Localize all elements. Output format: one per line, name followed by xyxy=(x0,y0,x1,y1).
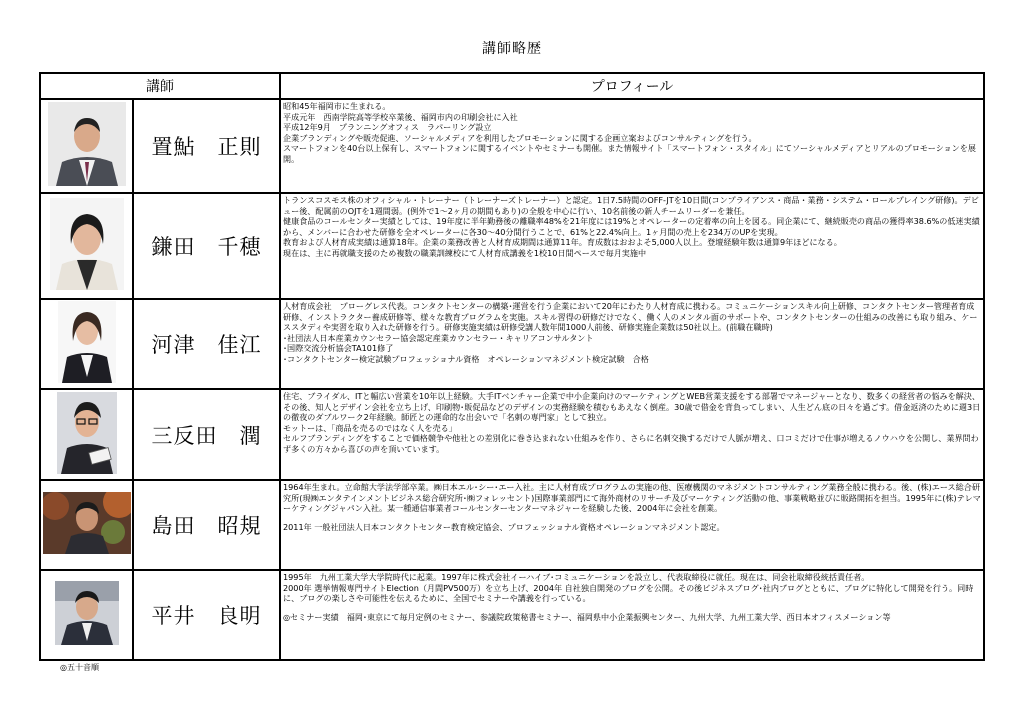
profile-line: 企業ブランディングや販売促進、ソーシャルメディアを利用したプロモーションに関する企画立案およびコンサルティングを行う。 xyxy=(283,132,757,143)
profile-line: 教育および人材育成実績は通算18年。企業の業務改善と人材育成期間は通算11年。育成数はおおよそ5,000人以上。登壇経験年数は通算9年ほどになる。 xyxy=(283,237,842,248)
portrait-photo xyxy=(50,198,124,290)
profile-text xyxy=(280,570,984,660)
header-row xyxy=(40,73,984,99)
instructor-name: 島田 昭規 xyxy=(133,480,280,570)
page-title: 講師略歴 xyxy=(482,41,542,57)
table-row xyxy=(40,570,984,660)
photo-cell xyxy=(40,193,133,299)
header-profile: プロフィール xyxy=(280,73,984,99)
profile-line: 2000年 選挙情報専門サイトElection（月間PV500万）を立ち上げ、2004年 自社独自開発のブログを公開。その後ビジネスブログ･社内ブログとともに、ブログに特化して開発を行う。同時に、ブログの楽しさや可能性を伝えるために、全国でセミナーや講義を行っている。 xyxy=(283,582,974,604)
profile-line: 昭和45年福岡市に生まれる。 xyxy=(283,101,391,111)
profile-line: 1964年生まれ。立命館大学法学部卒業。㈱日本エル･シー･エー入社。主に人材育成プログラムの実施の他、医療機関のマネジメントコンサルティング業務全般に携わる。後、(株)エース総合研究所(現㈱エンタテインメントビジネス総合研究所･㈱フォレッセント)国際事業部門にて海外商材のリサーチ及びマーケティング活動の他、事業戦略並びに販路開拓を担当。1995年に(株)テレマーケティングジャパン入社。某一種通信事業者コールセンターセンターマネジャーを経験した後、2004年に会社を創業。 xyxy=(283,482,981,514)
table-row xyxy=(40,389,984,480)
profile-line: ◎セミナー実績 福岡･東京にて毎月定例のセミナー、参議院政策秘書セミナー、福岡県中小企業振興センター、九州大学、九州工業大学、西日本オフィスメーション等 xyxy=(283,611,891,622)
profile-line: 人材育成会社 プローグレス代表。コンタクトセンターの構築･運営を行う企業において20年にわたり人材育成に携わる。コミュニケーションスキル向上研修、コンタクトセンター管理者育成研修、インストラクター養成研修等、様々な教育プログラムを実施。スキル習得の研修だけでなく、働く人のメンタル面のサポートや、コンタクトセンターの仕組みの改善にも取り組み、ケーススタディや実習を取り入れた研修を行う。研修実施実績は研修受講人数年間1000人前後、研修実施企業数は50社以上。(前職在職時) xyxy=(283,301,978,333)
table-row xyxy=(40,99,984,193)
profile-line: モットーは、「商品を売るのではなく人を売る」 xyxy=(283,422,457,433)
profile-line: ･国際交流分析協会TA101修了 xyxy=(283,343,394,354)
instructor-name: 河津 佳江 xyxy=(133,299,280,389)
profile-line: ･コンタクトセンター検定試験プロフェッショナル資格 オペレーションマネジメント検定試験 合格 xyxy=(283,353,649,364)
table-row xyxy=(40,480,984,570)
profile-line: 1995年 九州工業大学大学院時代に起業。1997年に株式会社イーハイブ･コミュニケーションを設立し、代表取締役に就任。現在は、同会社取締役統括責任者。 xyxy=(283,572,870,582)
instructor-name: 置鮎 正則 xyxy=(133,99,280,193)
portrait-photo xyxy=(58,301,116,383)
profile-line: 2011年 一般社団法人日本コンタクトセンター教育検定協会、プロフェッショナル資格オペレーションマネジメント認定。 xyxy=(283,521,725,532)
photo-cell xyxy=(40,480,133,570)
photo-cell xyxy=(40,570,133,660)
portrait-photo xyxy=(57,392,117,474)
profile-line: 住宅、ブライダル、ITと幅広い営業を10年以上経験。大手ITベンチャー企業で中小企業向けのマーケティングとWEB営業支援をする部署でマネージャーとなり、数多くの経営者の悩みを解決、その後、知人とデザイン会社を立ち上げ、印刷物･販促品などのデザインの実務経験を積むもあえなく倒産。30歳で借金を背負ってしまい、人生どん底の日々を過ごす。借金返済のために週3日の徹夜のダブルワーク2年経験。師匠との運命的な出会いで「名刺の専門家」として独立。 xyxy=(283,391,981,423)
photo-cell xyxy=(40,389,133,480)
profile-text xyxy=(280,99,984,193)
instructor-name: 鎌田 千穂 xyxy=(133,193,280,299)
profile-line: スマートフォンを40台以上保有し、スマートフォンに関するイベントやセミナーも開催。また情報サイト「スマートフォン・スタイル」にてソーシャルメディアとリアルのプロモーションを展開。 xyxy=(283,143,976,164)
profile-line: ･社団法人日本産業カウンセラー協会認定産業カウンセラー・キャリアコンサルタント xyxy=(283,332,594,343)
profile-line xyxy=(283,604,981,612)
instructor-name: 平井 良明 xyxy=(133,570,280,660)
profile-line: 平成元年 西南学院高等学校卒業後、福岡市内の印刷会社に入社 xyxy=(283,111,518,122)
profile-text xyxy=(280,299,984,389)
portrait-photo xyxy=(55,581,119,645)
profile-text xyxy=(280,389,984,480)
profile-line: 平成12年9月 プランニングオフィス ラパーリング設立 xyxy=(283,122,492,133)
profile-line xyxy=(283,514,981,522)
footnote: ◎五十音順 xyxy=(60,663,99,672)
portrait-photo xyxy=(43,492,131,554)
portrait-photo xyxy=(48,102,126,186)
instructor-table xyxy=(39,72,985,661)
photo-cell xyxy=(40,99,133,193)
instructor-name: 三反田 潤 xyxy=(133,389,280,480)
table-row xyxy=(40,193,984,299)
profile-line: セルフブランディングをすることで価格競争や他社との差別化に巻き込まれない仕組みを作り、さらに名刺交換するだけで人脈が増え、口コミだけで仕事が増えるノウハウを公開し、業界問わず多くの方々から喜びの声を頂いています。 xyxy=(283,433,979,454)
header-instructor: 講師 xyxy=(40,73,280,99)
table-row xyxy=(40,299,984,389)
profile-text xyxy=(280,193,984,299)
profile-text xyxy=(280,480,984,570)
photo-cell xyxy=(40,299,133,389)
profile-line: 健康食品のコールセンター実績としては、19年度に半年勤務後の離職率48%を21年度には19%とオペレーターの定着率の向上を図る。同企業にて、継続販売の商品の獲得率38.6%の低迷実績から、メンバーに合わせた研修を全オペレーターに各30～40分間行うことで、61%と22.4%向上。1ヶ月間の売上を234万のUPを実現。 xyxy=(283,216,980,237)
profile-line: 現在は、主に再就職支援のため複数の職業訓練校にて人材育成講義を1校10日間ペースで毎月実施中 xyxy=(283,247,647,258)
profile-line: トランスコスモス株のオフィシャル・トレーナー（トレーナーズトレーナー）と認定。1日7.5時間のOFF-JTを10日間(コンプライアンス・商品・業務・システム・ロールプレイング研修)。デビュー後、配属前のOJTを1週間弱。(例外で1～2ヶ月の期間もあり)の全般を中心に行い、10名前後の新人チームリーダーを兼任。 xyxy=(283,195,979,216)
